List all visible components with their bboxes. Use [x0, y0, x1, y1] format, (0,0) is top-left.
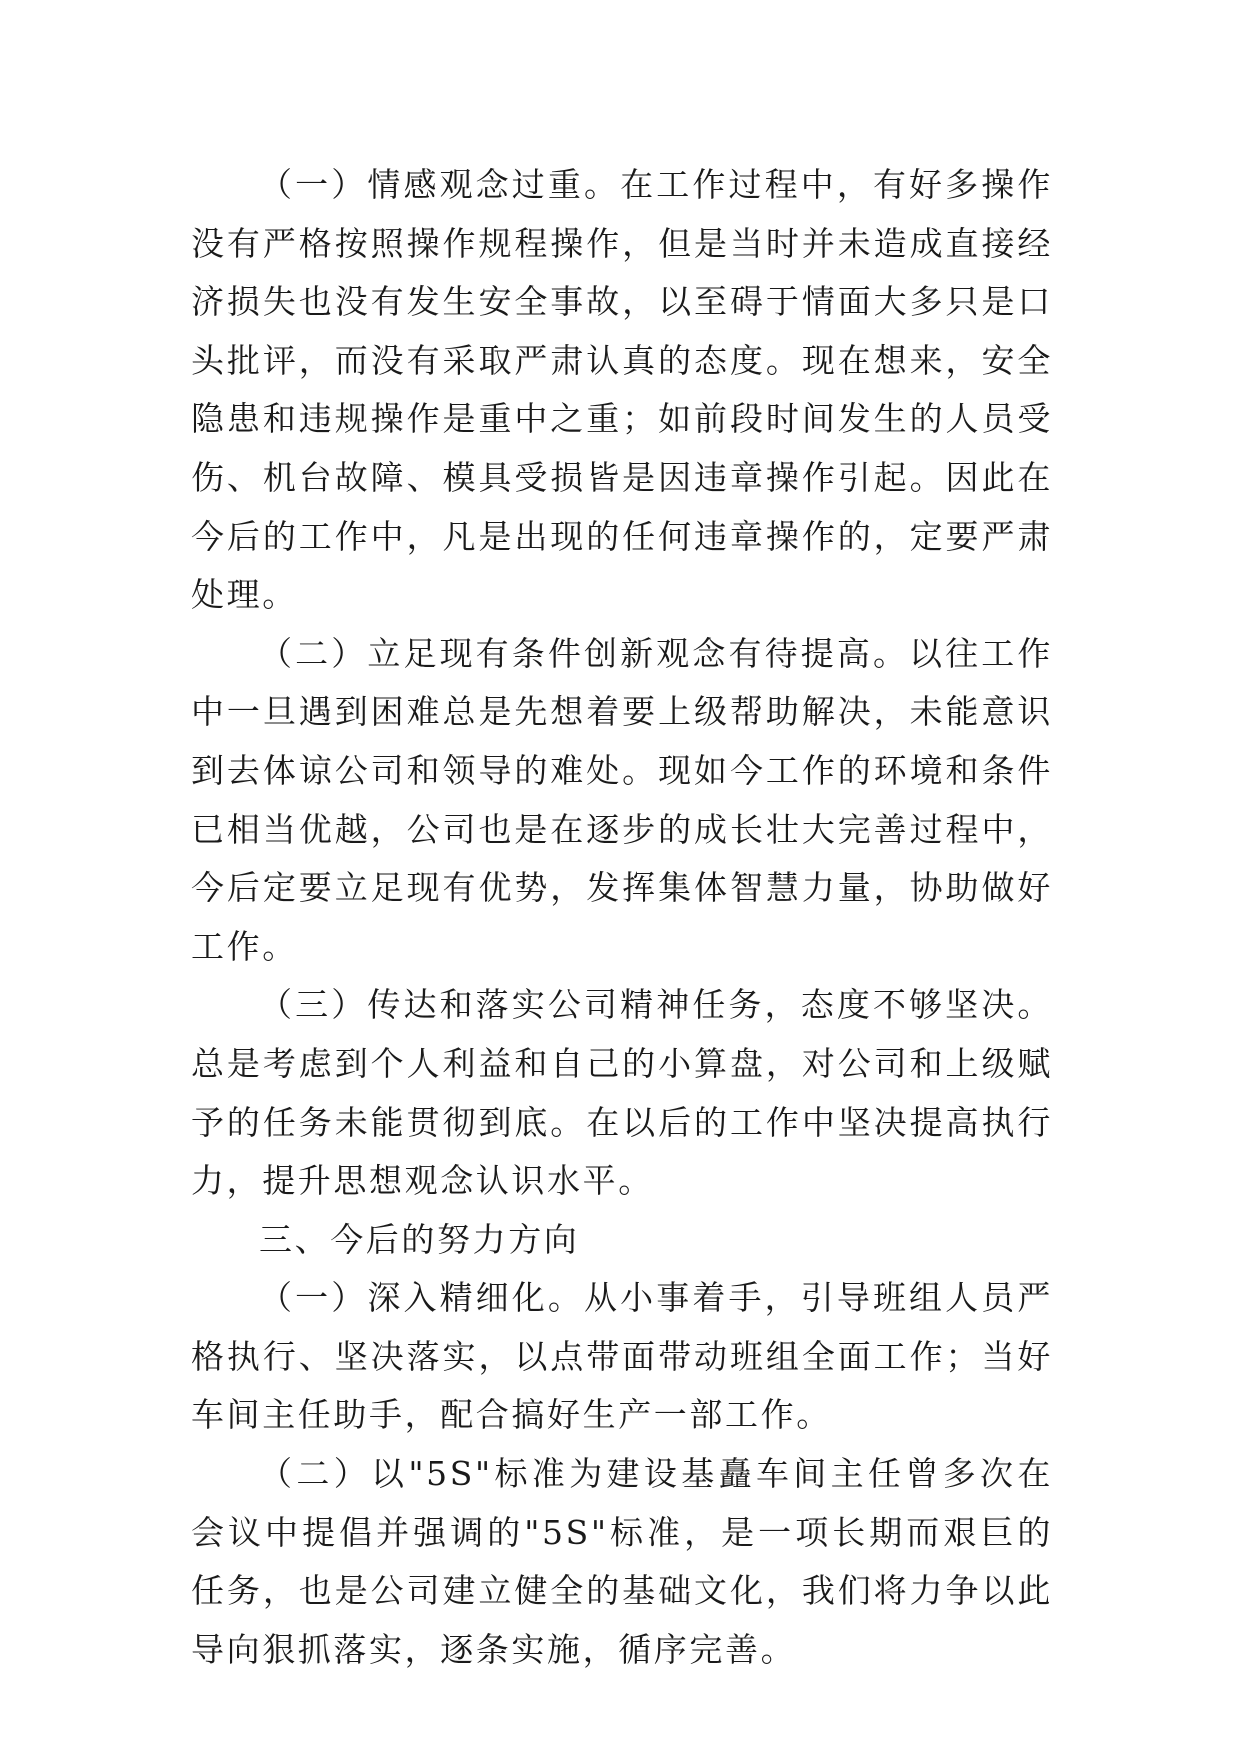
- paragraph-5s-standard: （二）以"5S"标准为建设基矗车间主任曾多次在会议中提倡并强调的"5S"标准，是一项长期而艰巨的任务，也是公司建立健全的基础文化，我们将力争以此导向狠抓落实，逐条实施，循序完善。: [191, 1454, 1053, 1669]
- document-body: [191, 156, 1053, 1679]
- paragraph-emotional-concept: （一）情感观念过重。在工作过程中，有好多操作没有严格按照操作规程操作，但是当时并未造成直接经济损失也没有发生安全事故，以至碍于情面大多只是口头批评，而没有采取严肃认真的态度。现在想来，安全隐患和违规操作是重中之重；如前段时间发生的人员受伤、机台故障、模具受损皆是因违章操作引起。因此在今后的工作中，凡是出现的任何违章操作的，定要严肃处理。: [191, 165, 1053, 615]
- paragraph-refinement: （一）深入精细化。从小事着手，引导班组人员严格执行、坚决落实，以点带面带动班组全面工作；当好车间主任助手，配合搞好生产一部工作。: [191, 1278, 1053, 1435]
- paragraph-implementation-attitude: （三）传达和落实公司精神任务，态度不够坚决。总是考虑到个人利益和自己的小算盘，对公司和上级赋予的任务未能贯彻到底。在以后的工作中坚决提高执行力，提升思想观念认识水平。: [191, 985, 1053, 1201]
- paragraph-innovation-concept: （二）立足现有条件创新观念有待提高。以往工作中一旦遇到困难总是先想着要上级帮助解决，未能意识到去体谅公司和领导的难处。现如今工作的环境和条件已相当优越，公司也是在逐步的成长壮大完善过程中，今后定要立足现有优势，发挥集体智慧力量，协助做好工作。: [191, 633, 1053, 966]
- section-heading-future-direction: 三、今后的努力方向: [259, 1219, 580, 1259]
